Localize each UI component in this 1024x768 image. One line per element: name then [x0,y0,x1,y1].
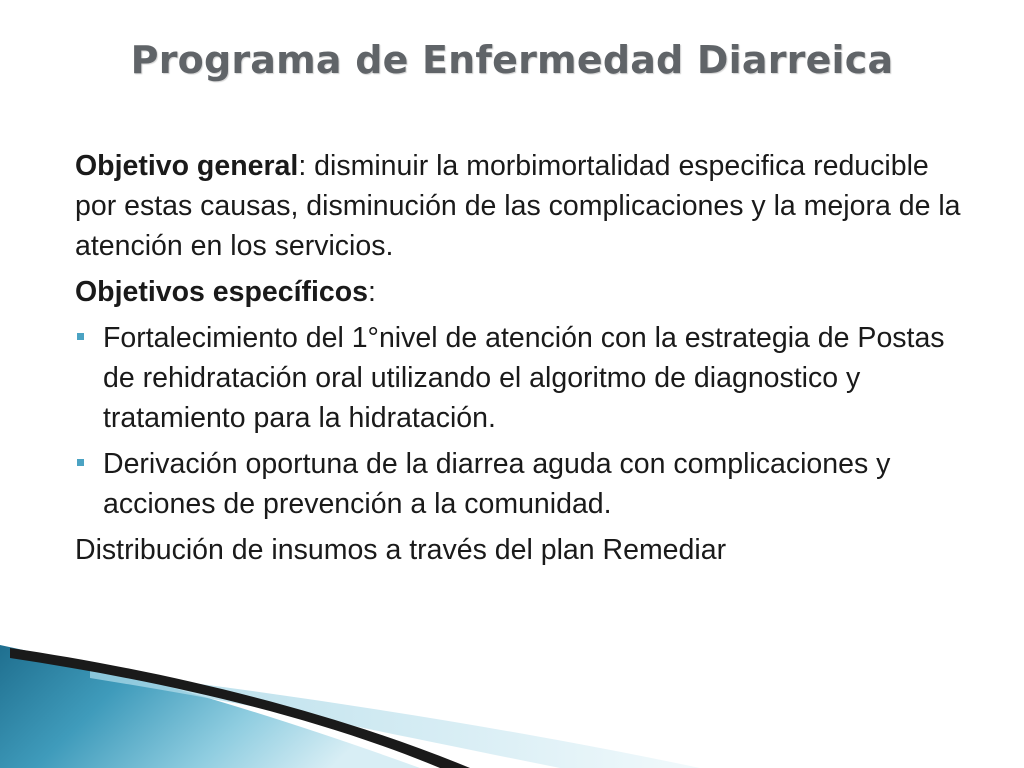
bullet-item [75,318,975,438]
bullet-item [75,444,975,524]
decorative-wave-graphic [0,600,1024,768]
square-bullet-icon [77,333,84,340]
objetivos-especificos-separator: : [368,276,376,308]
bullet-text: Fortalecimiento del 1°nivel de atención con la estrategia de Postas de rehidratación oral utilizando el algoritmo de diagnostico y tratamiento para la hidratación. [103,322,945,434]
objetivo-general-separator: : [298,150,307,182]
objetivos-especificos-heading [75,272,975,312]
objetivo-general-paragraph [75,146,975,266]
square-bullet-icon [77,459,84,466]
closing-paragraph: Distribución de insumos a través del plan Remediar [75,534,727,566]
slide-body [75,146,975,576]
slide-title: Programa de Enfermedad Diarreica [130,38,894,82]
bullet-text: Derivación oportuna de la diarrea aguda con complicaciones y acciones de prevención a la comunidad. [103,448,891,520]
objetivo-general-label: Objetivo general [75,150,299,182]
objetivos-especificos-label: Objetivos específicos [75,276,369,308]
objetivo-general-text: disminuir la morbimortalidad especifica reducible por estas causas, disminución de las complicaciones y la mejora de la atención en los servicios. [75,150,961,262]
